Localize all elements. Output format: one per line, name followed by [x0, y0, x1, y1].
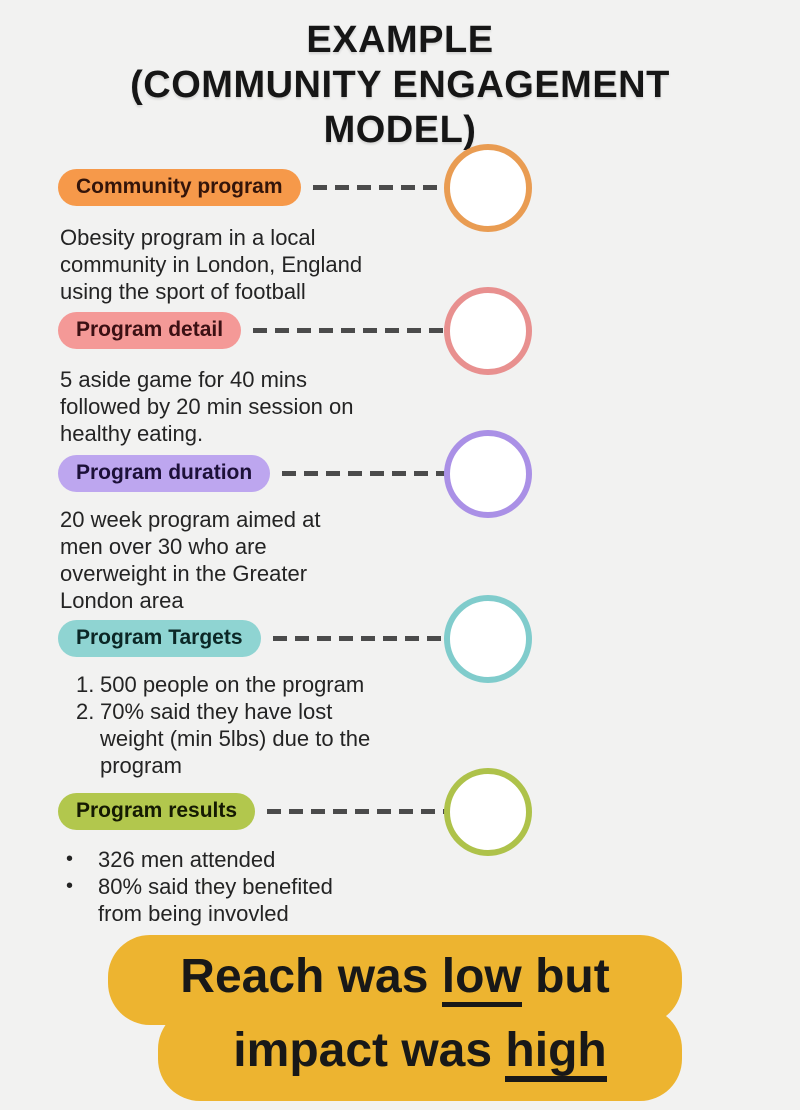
conclusion-banner [0, 935, 800, 1103]
conclusion-line-2 [233, 1026, 606, 1082]
body-line: 500 people on the program [100, 672, 365, 697]
body-line: men over 30 who are [60, 534, 267, 559]
body-line: 326 men attended [98, 847, 276, 872]
bullet-icon: • [66, 848, 74, 870]
body-line: Obesity program in a local [60, 225, 316, 250]
section-circle-marker [444, 768, 532, 856]
page-title [0, 0, 800, 153]
title-line-1: EXAMPLE [306, 19, 494, 61]
banner-text-segment: impact was [233, 1024, 506, 1078]
section [0, 169, 800, 305]
section-circle-marker [444, 595, 532, 683]
body-line: from being invovled [98, 901, 289, 926]
list-item-text [98, 873, 536, 927]
section-circle-marker [444, 144, 532, 232]
section-header-row [0, 312, 800, 349]
body-line: followed by 20 min session on [60, 394, 354, 419]
banner-text-segment: but [521, 950, 610, 1004]
section-body-text [0, 506, 530, 614]
list-item [76, 698, 546, 779]
body-line: London area [60, 588, 184, 613]
section-body-text [0, 671, 546, 779]
section-header-row [0, 620, 800, 657]
conclusion-line-1 [180, 952, 609, 1008]
section-badge-label: Program Targets [76, 626, 243, 650]
conclusion-banner-bottom-shape [158, 1007, 682, 1101]
section [0, 793, 800, 927]
section-badge-label: Community program [76, 175, 283, 199]
section-badge [58, 169, 301, 205]
section-badge [58, 620, 261, 656]
title-line-2: (COMMUNITY ENGAGEMENT [130, 64, 670, 106]
sections-list [0, 169, 800, 927]
section-circle-marker [444, 287, 532, 375]
body-line: using the sport of football [60, 279, 306, 304]
section-body-text [0, 846, 536, 927]
section-circle-marker [444, 430, 532, 518]
underlined-word: high [505, 1027, 606, 1082]
section-badge [58, 793, 255, 829]
list-number: 2. [76, 699, 95, 724]
section [0, 312, 800, 447]
body-line: 20 week program aimed at [60, 507, 321, 532]
section-badge-label: Program duration [76, 461, 253, 485]
section-badge [58, 312, 241, 348]
section-badge [58, 455, 270, 491]
section-body-text [0, 366, 530, 447]
list-item-text [100, 698, 546, 779]
body-line: program [100, 753, 182, 778]
section-badge-label: Program results [76, 799, 238, 823]
section [0, 620, 800, 779]
list-item [66, 873, 536, 927]
body-line: overweight in the Greater [60, 561, 308, 586]
banner-text-segment: Reach was [180, 950, 442, 1004]
section-body-text [0, 224, 530, 305]
list-number: 1. [76, 672, 95, 697]
body-line: 5 aside game for 40 mins [60, 367, 308, 392]
body-line: healthy eating. [60, 421, 204, 446]
body-line: 80% said they benefited [98, 874, 333, 899]
section-header-row [0, 455, 800, 492]
section [0, 455, 800, 614]
bullet-icon: • [66, 875, 74, 897]
body-line: 70% said they have lost [100, 699, 333, 724]
underlined-word: low [442, 953, 522, 1008]
body-line: community in London, England [60, 252, 363, 277]
section-header-row [0, 169, 800, 206]
section-header-row [0, 793, 800, 830]
section-badge-label: Program detail [76, 318, 224, 342]
title-line-3: MODEL) [323, 109, 477, 151]
list-item [66, 846, 536, 873]
body-line: weight (min 5lbs) due to the [100, 726, 371, 751]
